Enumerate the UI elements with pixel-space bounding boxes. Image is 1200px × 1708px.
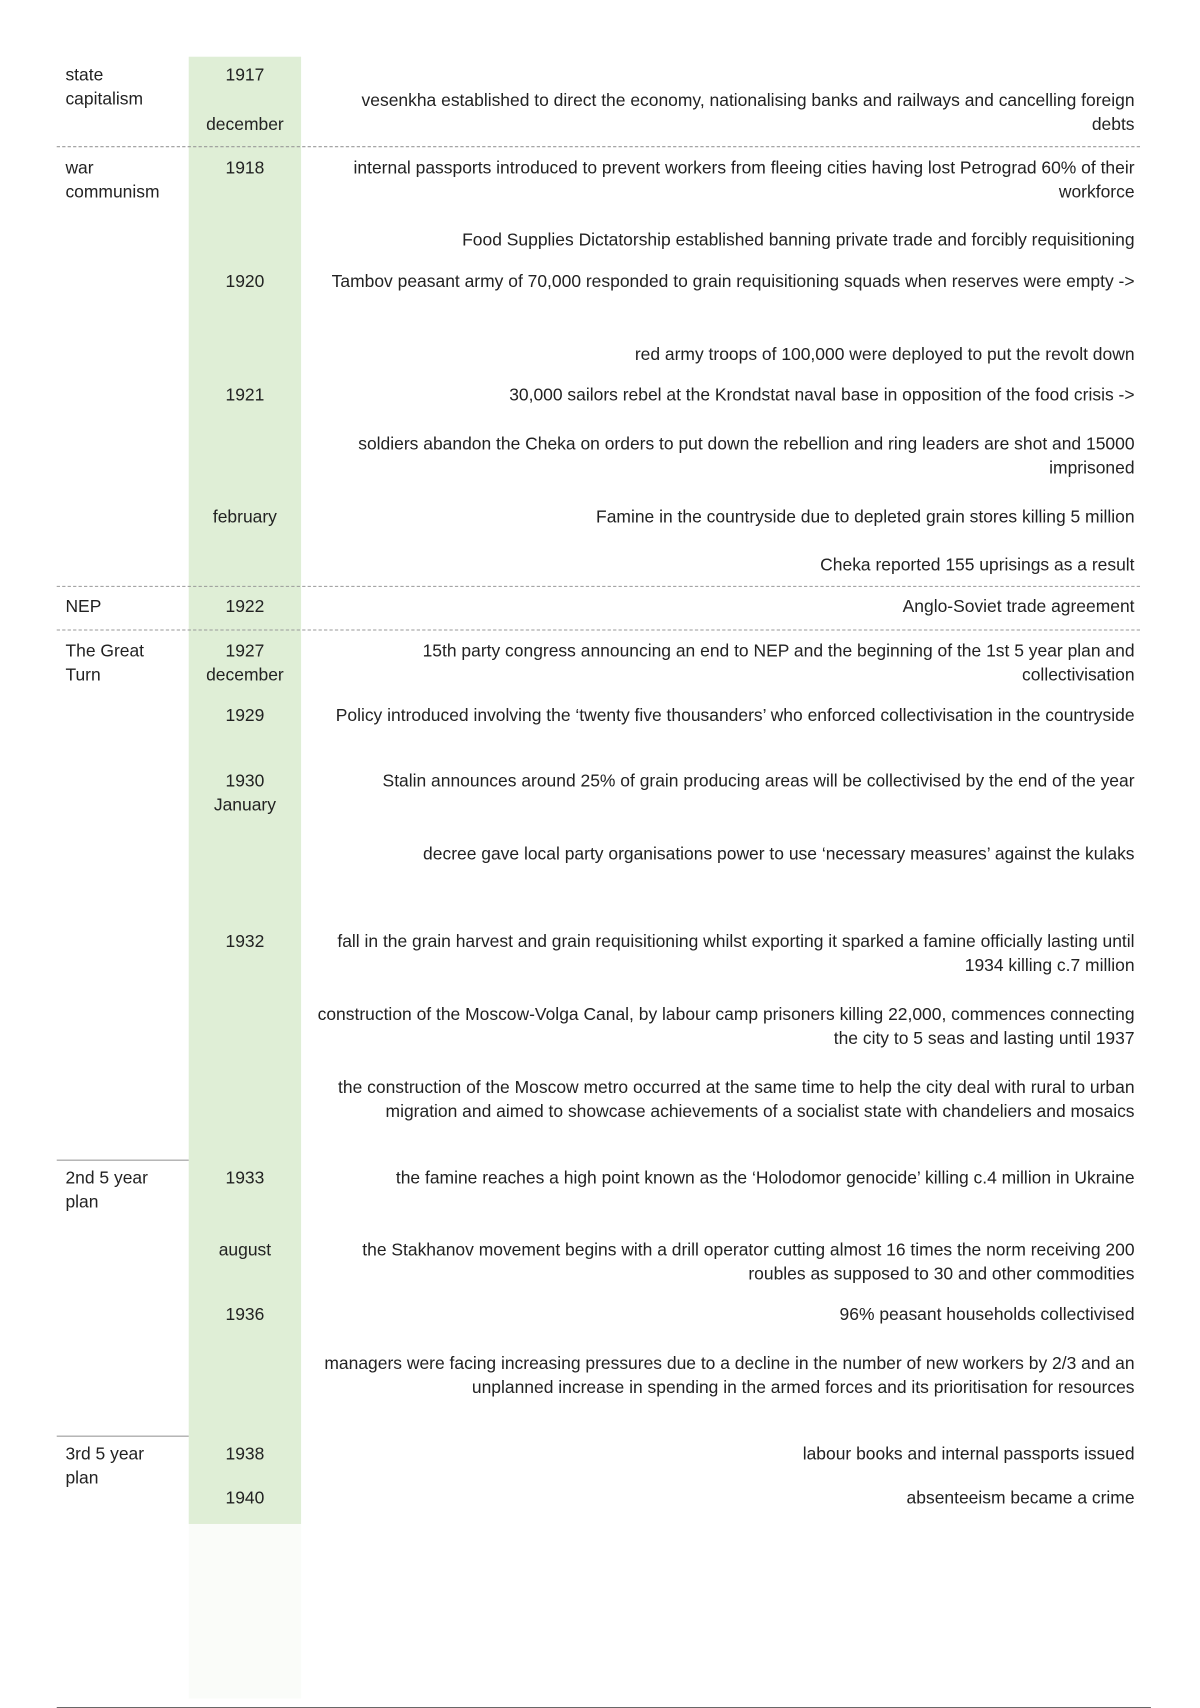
event-text: Stalin announces around 25% of grain producing areas will be collectivised by the end of the year	[382, 772, 1135, 791]
event-text: labour books and internal passports issued	[802, 1445, 1135, 1464]
event-text: internal passports introduced to prevent workers from fleeing cities having lost Petrograd 60% of their workforce	[353, 159, 1135, 202]
date: december	[206, 115, 284, 135]
period-label: war communism	[65, 159, 160, 202]
event-text: construction of the Moscow-Volga Canal, by labour camp prisoners killing 22,000, commences connecting the city to 5 seas and lasting until 1937	[317, 1005, 1135, 1049]
section-divider	[57, 629, 1140, 630]
event-text: 30,000 sailors rebel at the Krondstat naval base in opposition of the food crisis ->	[509, 386, 1135, 405]
date: 1938	[225, 1445, 265, 1464]
date: 1922	[225, 597, 265, 617]
event-text: vesenkha established to direct the economy, nationalising banks and railways and cancelling foreign debts	[361, 91, 1135, 135]
event-text: Cheka reported 155 uprisings as a result	[820, 556, 1135, 575]
section-divider	[57, 146, 1140, 147]
date: 1933	[225, 1169, 265, 1188]
date: 1917	[225, 66, 265, 86]
event-text: absenteeism became a crime	[906, 1489, 1135, 1508]
date: 1936	[225, 1305, 265, 1325]
event-text: Policy introduced involving the ‘twenty five thousanders’ who enforced collectivisation in the countryside	[335, 706, 1135, 726]
event-text: Tambov peasant army of 70,000 responded to grain requisitioning squads when reserves were empty ->	[331, 272, 1135, 292]
event-text: fall in the grain harvest and grain requisitioning whilst exporting it sparked a famine officially lasting until 1934 killing c.7 million	[337, 932, 1135, 976]
section-divider	[57, 1160, 189, 1161]
date: 1920	[225, 272, 265, 292]
event-text: 96% peasant households collectivised	[839, 1305, 1135, 1325]
event-text: soldiers abandon the Cheka on orders to put down the rebellion and ring leaders are shot and 15000 imprisoned	[358, 435, 1135, 478]
date: 1921	[225, 386, 265, 405]
event-text: Anglo-Soviet trade agreement	[902, 597, 1135, 617]
period-label: 3rd 5 year plan	[65, 1445, 145, 1488]
event-text: the construction of the Moscow metro occurred at the same time to help the city deal with rural to urban migration and aimed to showcase achievements of a socialist state with chandeliers and mosaics	[338, 1078, 1135, 1122]
section-divider	[57, 586, 1140, 587]
event-text: the Stakhanov movement begins with a drill operator cutting almost 16 times the norm receiving 200 roubles as supposed to 30 and other commodities	[362, 1241, 1135, 1284]
date: 1930	[225, 772, 265, 791]
event-text: 15th party congress announcing an end to NEP and the beginning of the 1st 5 year plan and collectivisation	[422, 642, 1135, 686]
date: 1918	[225, 159, 265, 178]
period-label: state capitalism	[65, 66, 144, 110]
event-text: red army troops of 100,000 were deployed to put the revolt down	[634, 345, 1135, 365]
period-label: NEP	[65, 597, 102, 617]
event-text: the famine reaches a high point known as the ‘Holodomor genocide’ killing c.4 million in Ukraine	[395, 1169, 1135, 1188]
event-text: Food Supplies Dictatorship established banning private trade and forcibly requisitioning	[462, 231, 1135, 250]
date: december	[206, 666, 284, 686]
period-label: The Great Turn	[65, 642, 145, 686]
date: 1932	[225, 932, 265, 952]
date: 1927	[225, 642, 265, 662]
section-divider	[57, 1436, 189, 1437]
event-text: Famine in the countryside due to depleted grain stores killing 5 million	[596, 508, 1135, 527]
event-text: managers were facing increasing pressures due to a decline in the number of new workers by 2/3 and an unplanned increase in spending in the armed forces and its prioritisation for resources	[324, 1354, 1135, 1398]
event-text: decree gave local party organisations power to use ‘necessary measures’ against the kulaks	[423, 845, 1135, 864]
date: february	[212, 508, 277, 527]
date: 1940	[225, 1489, 265, 1508]
date: January	[213, 796, 276, 815]
date: august	[218, 1241, 272, 1260]
date-column-faded	[189, 1524, 301, 1699]
date: 1929	[225, 706, 265, 726]
period-label: 2nd 5 year plan	[65, 1169, 148, 1212]
